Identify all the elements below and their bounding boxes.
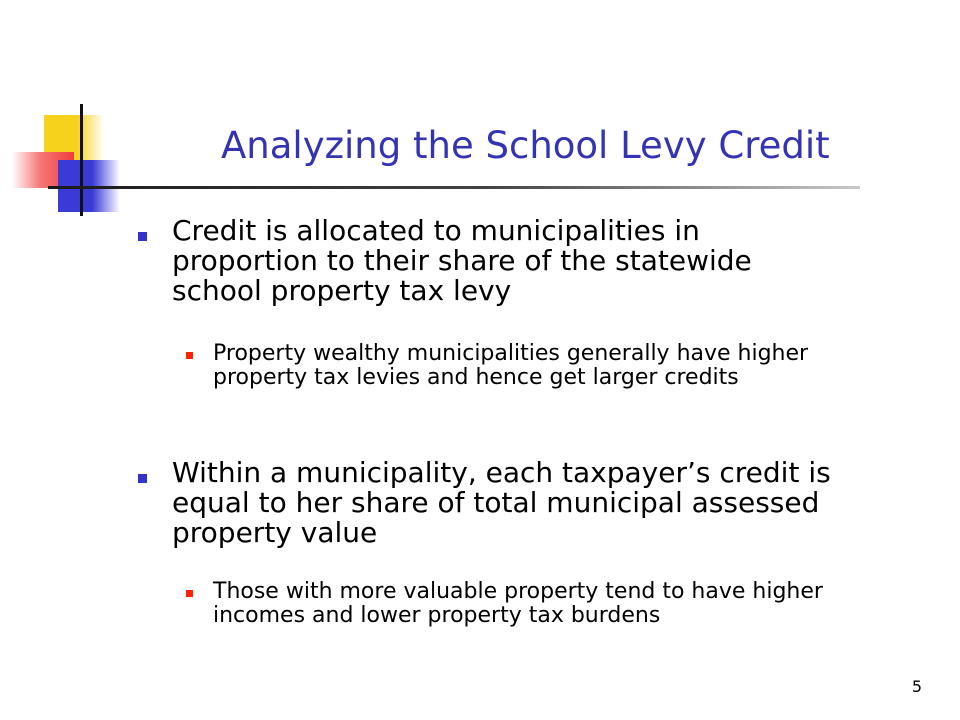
sub-bullet-text: Property wealthy municipalities generally have higher property tax levies and hence get larger credits [213,341,809,390]
page-number: 5 [911,677,922,696]
title-underline [48,186,860,189]
decorative-vertical-line [80,104,83,216]
sub-bullet-marker [186,352,193,359]
bullet-marker [138,474,147,483]
sub-bullet-marker [186,590,193,597]
sub-bullet-text: Those with more valuable property tend to have higher incomes and lower property tax burdens [213,579,823,628]
bullet-text: Credit is allocated to municipalities in proportion to their share of the statewide school property tax levy [172,214,752,307]
bullet-text: Within a municipality, each taxpayer’s credit is equal to her share of total municipal assessed property value [172,456,831,549]
bullet-marker [138,232,147,241]
slide-title: Analyzing the School Levy Credit [221,124,830,167]
